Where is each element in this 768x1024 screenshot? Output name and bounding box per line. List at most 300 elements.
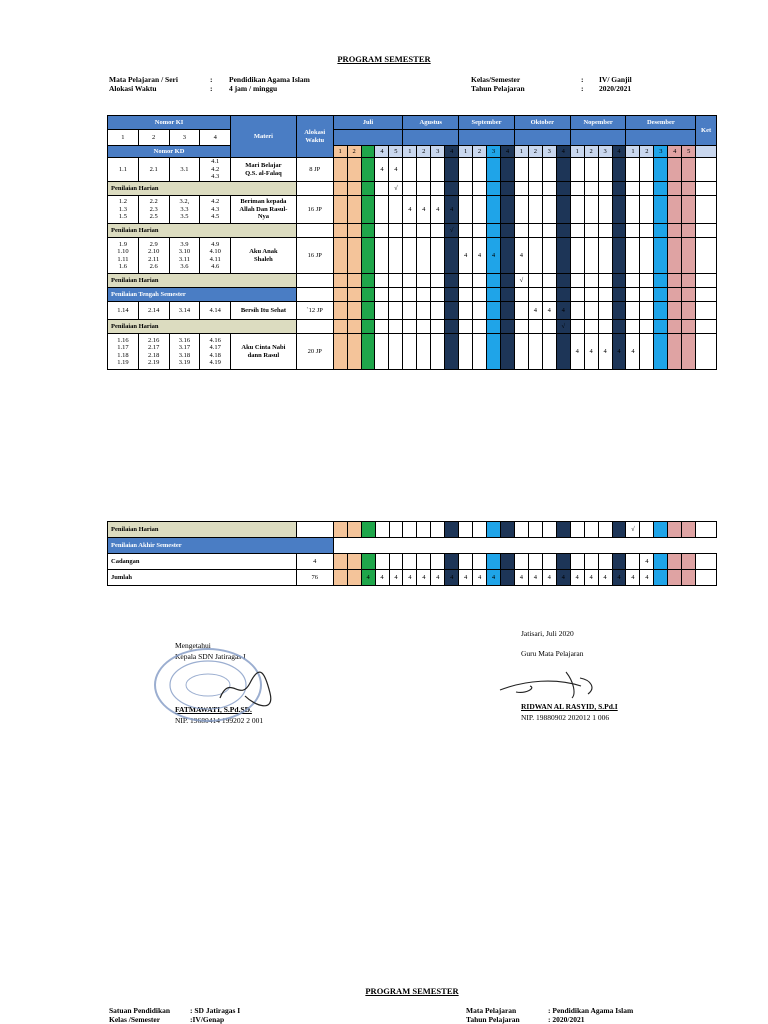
week-mark: 4 [403, 196, 417, 224]
colon: : [210, 84, 213, 93]
week-cell [473, 158, 487, 182]
pts-label: Penilaian Tengah Semester [108, 288, 297, 302]
week-cell [626, 158, 640, 182]
kepala-text: Kepala SDN Jatiragas I [175, 652, 246, 661]
week-cell [459, 554, 473, 570]
week-cell [389, 274, 403, 288]
week-cell [487, 196, 501, 224]
week-cell [528, 224, 542, 238]
ki-number: 4 [200, 130, 231, 146]
week-cell [487, 554, 501, 570]
week-cell [347, 334, 361, 370]
week-cell [528, 158, 542, 182]
summary-table [107, 521, 717, 586]
week-cell [417, 288, 431, 302]
alokasi-cell: 16 JP [296, 238, 333, 274]
materi-cell: Mari Belajar Q.S. al-Falaq [231, 158, 297, 182]
week-cell [682, 302, 696, 320]
week-cell [682, 334, 696, 370]
week-mark: √ [556, 320, 570, 334]
week-cell [473, 522, 487, 538]
week-cell [528, 238, 542, 274]
week-cell [682, 182, 696, 196]
week-cell [570, 224, 584, 238]
week-cell [640, 196, 654, 224]
week-mark: 4 [542, 570, 556, 586]
week-mark: √ [389, 182, 403, 196]
alokasi-label: Alokasi Waktu [109, 84, 157, 93]
week-cell [361, 196, 375, 224]
week-cell [570, 522, 584, 538]
week-cell [500, 288, 514, 302]
week-cell [459, 288, 473, 302]
info-right-values [599, 75, 632, 93]
colon: : [210, 75, 213, 84]
left-signer-name: FATMAWATI, S.Pd.SD. [175, 705, 252, 714]
week-cell [333, 320, 347, 334]
week-cell [640, 320, 654, 334]
week-number: 2 [473, 146, 487, 158]
week-cell [333, 554, 347, 570]
week-cell [542, 554, 556, 570]
week-mark: 4 [431, 570, 445, 586]
week-cell [473, 288, 487, 302]
nomor-ki-header: Nomor KI [108, 116, 231, 130]
week-mark: 4 [584, 570, 598, 586]
week-cell [542, 522, 556, 538]
week-number: 1 [570, 146, 584, 158]
week-cell [542, 320, 556, 334]
week-cell [668, 320, 682, 334]
week-cell [361, 158, 375, 182]
week-cell [654, 158, 668, 182]
kd-cell: 4.1 4.2 4.3 [200, 158, 231, 182]
week-cell [487, 288, 501, 302]
place-date-text: Jatisari, Juli 2020 [521, 629, 574, 638]
week-cell [542, 274, 556, 288]
week-cell [431, 224, 445, 238]
week-cell [473, 182, 487, 196]
kd-cell: 2.9 2.10 2.11 2.6 [138, 238, 169, 274]
week-cell [668, 302, 682, 320]
week-cell [375, 320, 389, 334]
info-left [109, 75, 178, 93]
week-cell [668, 554, 682, 570]
kd-cell: 1.2 1.3 1.5 [108, 196, 139, 224]
ket-cell [696, 570, 717, 586]
week-mark: 4 [473, 570, 487, 586]
week-cell [445, 238, 459, 274]
week-mark: 4 [612, 570, 626, 586]
alokasi-cell [296, 274, 333, 288]
week-cell [668, 334, 682, 370]
week-cell [612, 320, 626, 334]
week-cell [542, 288, 556, 302]
week-cell [584, 522, 598, 538]
week-number: 2 [584, 146, 598, 158]
week-mark: √ [445, 224, 459, 238]
week-cell [487, 302, 501, 320]
week-cell [431, 238, 445, 274]
week-mark: 4 [570, 334, 584, 370]
week-cell [584, 224, 598, 238]
week-cell [584, 158, 598, 182]
week-cell [445, 554, 459, 570]
week-cell [375, 238, 389, 274]
week-mark: 4 [556, 570, 570, 586]
week-mark: √ [514, 274, 528, 288]
week-cell [403, 320, 417, 334]
week-mark: 4 [445, 570, 459, 586]
table-row [108, 274, 717, 288]
week-cell [361, 274, 375, 288]
week-cell [347, 288, 361, 302]
week-cell [389, 554, 403, 570]
month-header-fill [459, 130, 515, 146]
week-cell [361, 224, 375, 238]
week-cell [528, 182, 542, 196]
week-cell [403, 182, 417, 196]
week-cell [640, 288, 654, 302]
week-mark: 4 [389, 158, 403, 182]
week-cell [598, 274, 612, 288]
week-cell [375, 522, 389, 538]
week-cell [473, 554, 487, 570]
week-cell [431, 158, 445, 182]
week-cell [556, 238, 570, 274]
week-cell [598, 554, 612, 570]
ket-header: Ket [696, 116, 717, 146]
week-cell [361, 554, 375, 570]
week-mark: 4 [459, 570, 473, 586]
week-cell [528, 274, 542, 288]
week-number: 3 [542, 146, 556, 158]
week-cell [500, 182, 514, 196]
week-cell [668, 288, 682, 302]
week-cell [528, 288, 542, 302]
week-cell [375, 554, 389, 570]
week-number: 1 [459, 146, 473, 158]
alokasi-header: Alokasi Waktu [296, 116, 333, 158]
penilaian-harian-label: Penilaian Harian [108, 224, 297, 238]
week-cell [668, 570, 682, 586]
week-number: 4 [375, 146, 389, 158]
week-number: 5 [389, 146, 403, 158]
week-cell [333, 182, 347, 196]
week-cell [556, 522, 570, 538]
week-cell [389, 196, 403, 224]
summary-row [108, 522, 717, 538]
week-cell [417, 224, 431, 238]
week-cell [403, 158, 417, 182]
week-cell [626, 224, 640, 238]
week-cell [459, 196, 473, 224]
week-cell [584, 554, 598, 570]
week-cell [542, 158, 556, 182]
week-number: 1 [514, 146, 528, 158]
week-number: 5 [682, 146, 696, 158]
kd-cell: 2.14 [138, 302, 169, 320]
week-cell [542, 224, 556, 238]
week-cell [626, 182, 640, 196]
week-cell [612, 182, 626, 196]
colon: : [581, 84, 584, 93]
week-cell [514, 554, 528, 570]
week-cell [501, 554, 515, 570]
week-cell [654, 320, 668, 334]
week-cell [333, 196, 347, 224]
week-cell [501, 570, 515, 586]
kd-cell: 3.9 3.10 3.11 3.6 [169, 238, 200, 274]
week-cell [459, 274, 473, 288]
alokasi-cell: 16 JP [296, 196, 333, 224]
week-cell [640, 238, 654, 274]
week-cell [626, 196, 640, 224]
ket-cell [696, 320, 717, 334]
week-number: 3 [487, 146, 501, 158]
week-cell [542, 196, 556, 224]
week-cell [640, 158, 654, 182]
tahun2-value: : 2020/2021 [548, 1015, 585, 1024]
page-title: PROGRAM SEMESTER [337, 54, 431, 64]
week-cell [487, 274, 501, 288]
week-cell [347, 554, 361, 570]
week-cell [528, 320, 542, 334]
week-mark: 4 [528, 302, 542, 320]
week-mark: 4 [514, 570, 528, 586]
week-cell [487, 158, 501, 182]
week-cell [403, 554, 417, 570]
penilaian-harian-label: Penilaian Harian [108, 320, 297, 334]
week-cell [389, 238, 403, 274]
week-cell [682, 224, 696, 238]
kelas2-value: :IV/Genap [190, 1015, 225, 1024]
info-left-values [229, 75, 310, 93]
ket-cell [696, 334, 717, 370]
week-cell [682, 288, 696, 302]
week-cell [487, 522, 501, 538]
week-cell [598, 238, 612, 274]
alokasi-cell: 20 JP [296, 334, 333, 370]
week-cell [333, 158, 347, 182]
week-cell [682, 554, 696, 570]
week-cell [389, 334, 403, 370]
table-row [108, 302, 717, 320]
week-cell [500, 196, 514, 224]
ket-cell [696, 288, 717, 302]
week-cell [682, 274, 696, 288]
week-cell [431, 182, 445, 196]
week-number: 4 [500, 146, 514, 158]
month-header-fill [570, 130, 626, 146]
week-cell [375, 274, 389, 288]
ket-cell [696, 274, 717, 288]
satuan-label: Satuan Pendidikan [109, 1006, 171, 1015]
week-mark: 4 [626, 334, 640, 370]
kd-cell: 4.9 4.10 4.11 4.6 [200, 238, 231, 274]
week-cell [514, 196, 528, 224]
week-cell [361, 302, 375, 320]
ket-cell [696, 554, 717, 570]
week-cell [500, 274, 514, 288]
week-cell [389, 320, 403, 334]
ket-cell [696, 182, 717, 196]
materi-header: Materi [231, 116, 297, 158]
week-cell [612, 196, 626, 224]
week-cell [347, 302, 361, 320]
week-cell [584, 320, 598, 334]
left-signature-icon [215, 668, 275, 708]
week-cell [668, 224, 682, 238]
week-mark: 4 [403, 570, 417, 586]
week-cell [431, 274, 445, 288]
kd-cell: 4.2 4.3 4.5 [200, 196, 231, 224]
alokasi-cell [296, 320, 333, 334]
week-cell [542, 334, 556, 370]
week-cell [431, 288, 445, 302]
week-mark: 4 [431, 196, 445, 224]
alokasi-cell: `12 JP [296, 302, 333, 320]
week-mark: 4 [598, 570, 612, 586]
kd-cell: 4.16 4.17 4.18 4.19 [200, 334, 231, 370]
week-cell [570, 302, 584, 320]
week-mark: 4 [570, 570, 584, 586]
month-header: Desember [626, 116, 696, 130]
week-mark: 4 [389, 570, 403, 586]
ki-number: 2 [138, 130, 169, 146]
week-cell [640, 522, 654, 538]
week-cell [445, 320, 459, 334]
table-row [108, 334, 717, 370]
page2-info-left [109, 1006, 170, 1024]
week-cell [626, 554, 640, 570]
week-cell [417, 158, 431, 182]
week-cell [668, 522, 682, 538]
week-cell [459, 182, 473, 196]
week-cell [612, 522, 626, 538]
week-cell [682, 320, 696, 334]
week-cell [333, 288, 347, 302]
week-cell [389, 522, 403, 538]
week-cell [445, 288, 459, 302]
week-number: 2 [347, 146, 361, 158]
penilaian-harian-label: Penilaian Harian [108, 182, 297, 196]
month-header: Agustus [403, 116, 459, 130]
week-cell [347, 274, 361, 288]
week-cell [361, 182, 375, 196]
week-cell [500, 334, 514, 370]
ket-cell [696, 146, 717, 158]
mapel-label: Mata Pelajaran / Seri [109, 75, 178, 84]
week-cell [654, 274, 668, 288]
week-number: 4 [556, 146, 570, 158]
week-cell [347, 196, 361, 224]
week-cell [626, 320, 640, 334]
week-cell [598, 182, 612, 196]
week-cell [473, 334, 487, 370]
week-cell [612, 288, 626, 302]
week-cell [459, 224, 473, 238]
week-cell [654, 288, 668, 302]
summary-value [296, 522, 333, 538]
week-mark: 4 [417, 570, 431, 586]
week-cell [514, 334, 528, 370]
week-number: 1 [626, 146, 640, 158]
week-number: 2 [528, 146, 542, 158]
week-mark: 4 [361, 570, 375, 586]
kelas-label: Kelas/Semester [471, 75, 521, 84]
week-cell [682, 158, 696, 182]
week-cell [514, 158, 528, 182]
week-cell [375, 288, 389, 302]
tahun2-label: Tahun Pelajaran [466, 1015, 520, 1024]
week-cell [556, 288, 570, 302]
week-mark: 4 [375, 570, 389, 586]
right-signer-nip: NIP. 19880902 202012 1 006 [521, 713, 610, 722]
week-cell [333, 570, 347, 586]
week-cell [500, 302, 514, 320]
week-mark: 4 [598, 334, 612, 370]
week-cell [500, 238, 514, 274]
week-cell [403, 238, 417, 274]
guru-text: Guru Mata Pelajaran [521, 649, 584, 658]
week-cell [556, 554, 570, 570]
week-cell [445, 522, 459, 538]
kd-cell: 3.2, 3.3 3.5 [169, 196, 200, 224]
week-cell [598, 522, 612, 538]
penilaian-harian-label: Penilaian Harian [108, 274, 297, 288]
month-header: Nopember [570, 116, 626, 130]
week-cell [640, 274, 654, 288]
week-number: 2 [417, 146, 431, 158]
right-signature-icon [496, 668, 606, 702]
week-cell [403, 288, 417, 302]
summary-value: 76 [296, 570, 333, 586]
week-mark: 4 [514, 238, 528, 274]
week-cell [626, 274, 640, 288]
summary-label: Penilaian Harian [108, 522, 297, 538]
ki-number: 1 [108, 130, 139, 146]
week-cell [361, 288, 375, 302]
week-cell [612, 238, 626, 274]
week-cell [542, 182, 556, 196]
summary-label: Cadangan [108, 554, 297, 570]
week-cell [361, 238, 375, 274]
week-cell [654, 224, 668, 238]
week-number: 1 [333, 146, 347, 158]
week-cell [584, 302, 598, 320]
week-cell [403, 274, 417, 288]
week-cell [584, 274, 598, 288]
month-header: September [459, 116, 515, 130]
week-cell [570, 238, 584, 274]
week-cell [514, 320, 528, 334]
week-cell [528, 554, 542, 570]
week-cell [556, 334, 570, 370]
week-cell [445, 158, 459, 182]
week-cell [654, 302, 668, 320]
summary-row [108, 554, 717, 570]
week-cell [333, 522, 347, 538]
alokasi-cell [296, 182, 333, 196]
week-cell [333, 334, 347, 370]
week-cell [403, 522, 417, 538]
week-cell [347, 182, 361, 196]
week-cell [626, 288, 640, 302]
week-cell [570, 320, 584, 334]
week-mark: 4 [459, 238, 473, 274]
week-cell [556, 274, 570, 288]
